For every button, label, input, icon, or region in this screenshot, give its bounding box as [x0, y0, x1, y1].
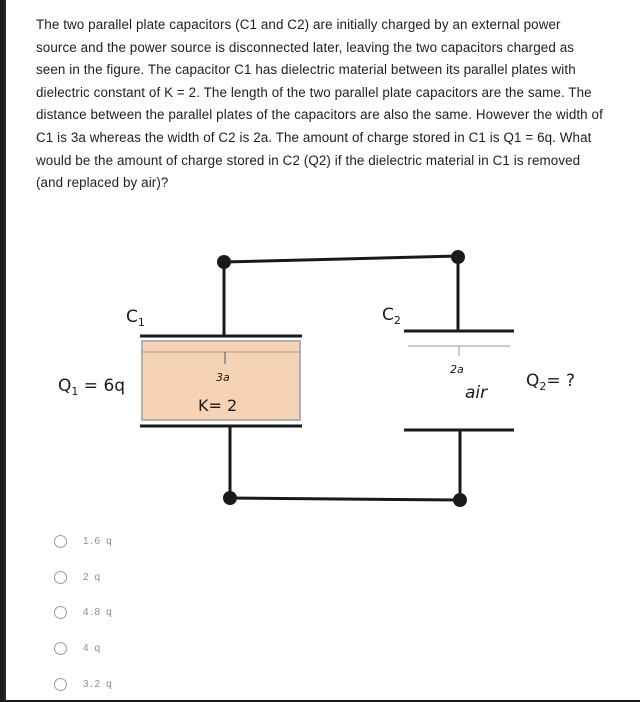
question-text: The two parallel plate capacitors (C1 and C2) are initially charged by an external power source and the power source is disconnected later, leaving the two capacitors charged as seen in the figure. The capacitor C1 has dielectric material between its parallel plates with dielectric constant of K = 2. The length of the two parallel plate capacitors are the same. The distance between the parallel plates of the capacitors are also the same. However the width of C1 is 3a whereas the width of C2 is 2a. The amount of charge stored in C1 is Q1 = 6q. What would be the amount of charge stored in C2 (Q2) if the dielectric material in C1 is removed (and replaced by air)?	[36, 17, 603, 191]
answer-choice[interactable]	[54, 560, 113, 596]
wire-bottom	[230, 498, 460, 500]
choice-label: 3.2 q	[83, 678, 114, 690]
choice-label: 2 q	[83, 571, 102, 583]
answer-choices	[54, 524, 113, 702]
radio-button-icon[interactable]	[54, 678, 67, 691]
answer-choice[interactable]	[54, 666, 113, 702]
radio-button-icon[interactable]	[54, 642, 67, 655]
choice-label: 4.8 q	[83, 607, 114, 619]
c2-dielectric-label: air	[465, 383, 488, 403]
choice-label: 4 q	[83, 643, 102, 655]
c1-width-label: 3a	[216, 371, 230, 384]
node-bottom-left	[223, 491, 237, 505]
radio-button-icon[interactable]	[54, 606, 67, 619]
q1-label: $Q_1 = 6q$	[58, 376, 126, 398]
q2-label: $Q_2=$ ?	[526, 371, 576, 393]
c1-label: $C_1$	[126, 307, 145, 329]
choice-label: 1.6 q	[83, 536, 114, 548]
answer-choice[interactable]	[54, 631, 113, 667]
wire-top	[224, 256, 458, 262]
answer-choice[interactable]	[54, 524, 113, 560]
c2-width-label: 2a	[450, 363, 464, 376]
node-bottom-right	[453, 493, 467, 507]
c2-label: $C_2$	[382, 305, 401, 327]
radio-button-icon[interactable]	[54, 535, 67, 548]
node-top-left	[217, 255, 231, 269]
c1-dielectric-label: K= 2	[198, 396, 238, 415]
node-top-right	[451, 250, 465, 264]
radio-button-icon[interactable]	[54, 571, 67, 584]
answer-choice[interactable]	[54, 595, 113, 631]
